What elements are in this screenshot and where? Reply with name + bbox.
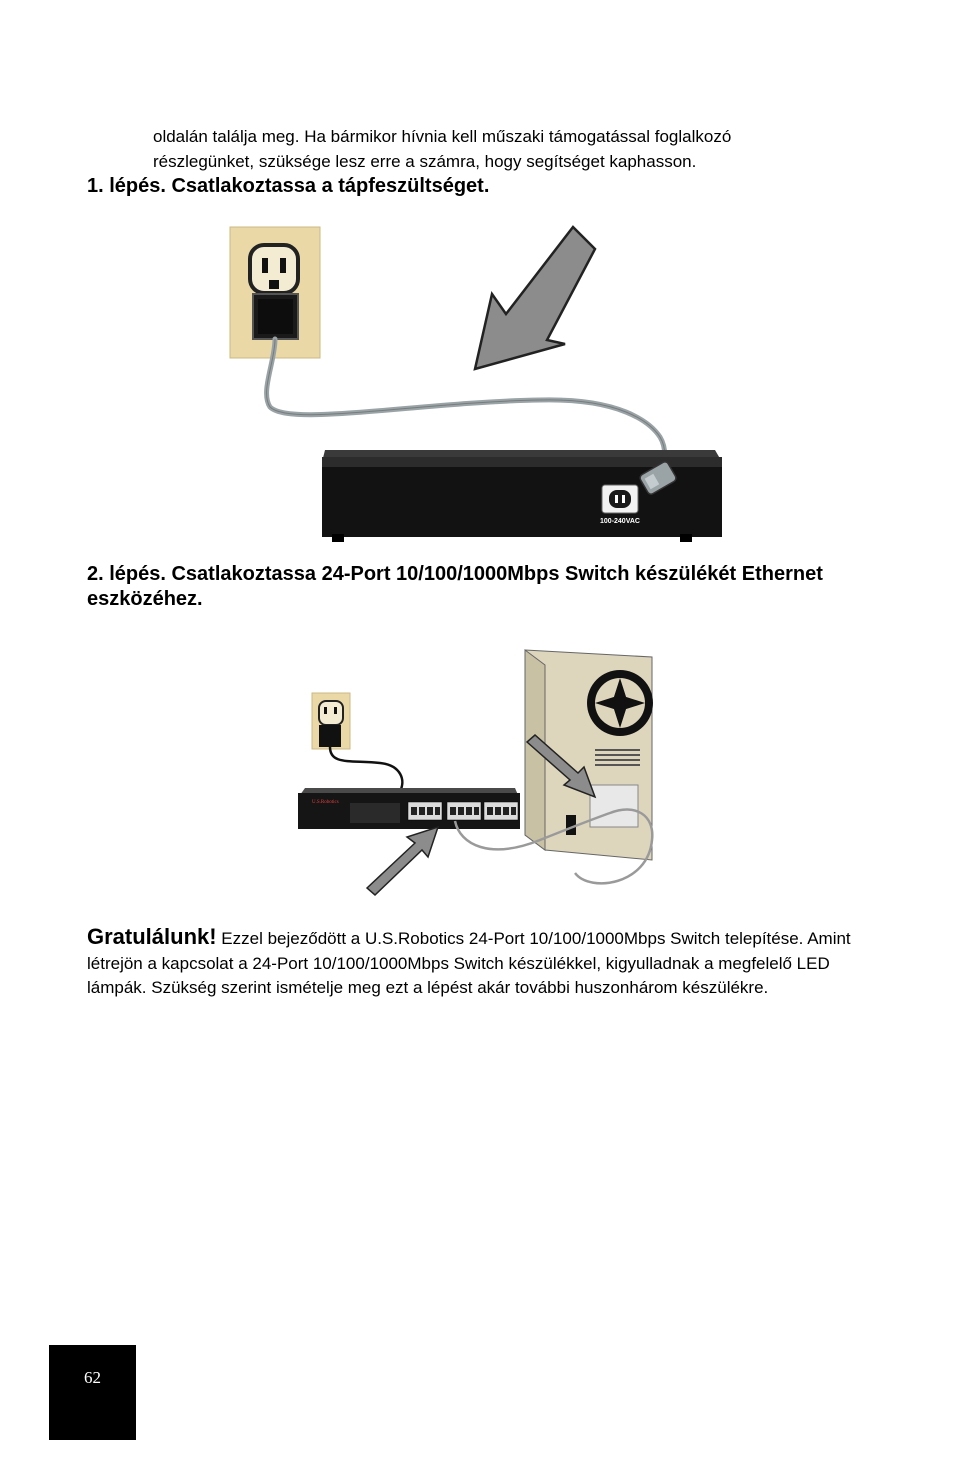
- intro-paragraph: [153, 124, 873, 174]
- page-number: 62: [49, 1345, 136, 1440]
- intro-line-1: oldalán találja meg. Ha bármikor hívnia kell műszaki támogatással foglalkozó: [153, 127, 732, 146]
- step1-heading: 1. lépés. Csatlakoztassa a tápfeszültséget.: [87, 175, 490, 197]
- intro-line-2: részlegünket, szüksége lesz erre a számra, hogy segítséget kaphasson.: [153, 152, 697, 171]
- congratulations-body: Ezzel bejeződött a U.S.Robotics 24-Port 10/100/1000Mbps Switch telepítése. Amint létrejön a kapcsolat a 24-Port 10/100/1000Mbps Switch készülékkel, kigyulladnak a megfelelő LED lámpák. Szükség szerint ismételje meg ezt a lépést akár további huszonhárom készülékre.: [87, 929, 851, 997]
- congratulations-lead: Gratulálunk!: [87, 924, 217, 949]
- ethernet-connection-illustration: [290, 645, 670, 900]
- wall-outlet-icon: [312, 693, 350, 749]
- power-adapter-icon: [253, 294, 298, 339]
- switch-brand-label: U.S.Robotics: [312, 800, 339, 805]
- power-cable: [330, 747, 402, 795]
- arrow-icon: [367, 827, 438, 895]
- power-label: 100-240VAC: [600, 518, 640, 525]
- step2-heading: 2. lépés. Csatlakoztassa 24-Port 10/100/1000Mbps Switch készülékét Ethernet eszközéhez.: [87, 563, 823, 610]
- arrow-icon: [475, 227, 595, 369]
- power-connection-illustration: [220, 222, 725, 547]
- switch-device: [298, 788, 520, 829]
- congratulations-paragraph: [87, 925, 877, 1001]
